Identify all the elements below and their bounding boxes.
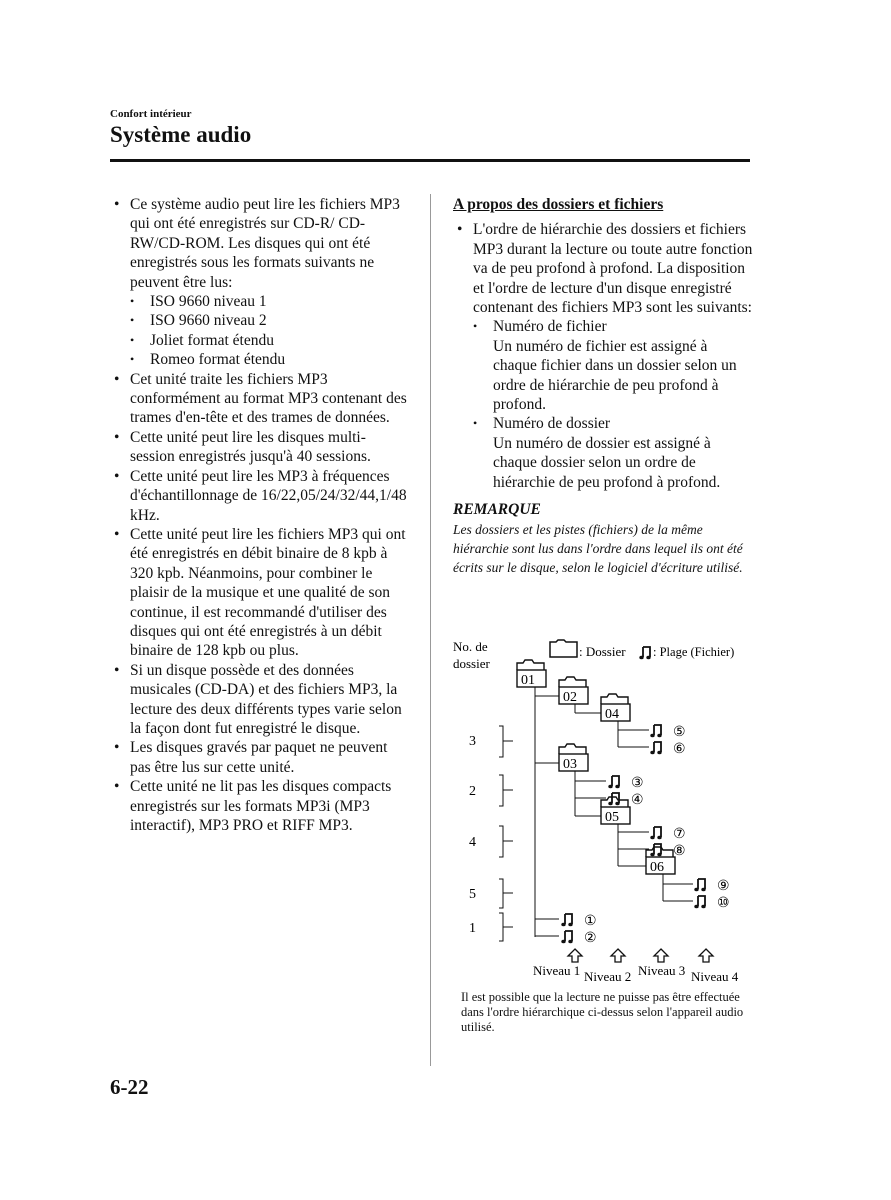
header-rule — [110, 159, 750, 162]
music-note-icon — [650, 725, 661, 737]
music-note-icon — [639, 647, 650, 659]
bullet-item: • Cette unité peut lire les MP3 à fréquences d'échantillonnage de 16/22,05/24/32/44,1/48 kHz. — [110, 467, 410, 525]
music-note-icon — [694, 879, 705, 891]
bullet-item: • Les disques gravés par paquet ne peuvent pas être lus sur cette unité. — [110, 738, 410, 777]
folder-number: 3 — [469, 734, 476, 749]
legend-folder: : Dossier — [579, 644, 626, 659]
folder-02-label: 02 — [563, 690, 577, 705]
level-label: Niveau 3 — [638, 963, 686, 978]
level-arrow-icon — [611, 949, 625, 962]
folder-number: 5 — [469, 887, 476, 902]
folder-04-label: 04 — [605, 707, 619, 722]
level-arrow-icon — [699, 949, 713, 962]
folder-02-tab — [559, 677, 586, 687]
folder-brackets — [499, 726, 513, 941]
level-arrow-icon — [654, 949, 668, 962]
note-title: REMARQUE — [453, 501, 541, 519]
folder-01-tab — [517, 660, 544, 670]
music-note-icon — [650, 827, 661, 839]
sub-bullet-item: • ISO 9660 niveau 1 — [130, 292, 410, 311]
section-label: Confort intérieur — [110, 108, 192, 120]
sub-bullet-title: • Numéro de dossier — [493, 415, 611, 433]
bullet-item: • Cette unité peut lire les disques multi-session enregistrés jusqu'à 40 sessions. — [110, 428, 410, 467]
file-number: ④ — [631, 793, 644, 808]
bullet-item — [110, 195, 410, 370]
music-note-icon — [650, 742, 661, 754]
folder-04-tab — [601, 694, 628, 704]
page-number: 6-22 — [110, 1075, 149, 1099]
file-number: ⑩ — [717, 896, 730, 911]
page-title: Système audio — [110, 122, 252, 147]
folder-number-label: No. de — [453, 639, 488, 654]
folder-number-label: dossier — [453, 656, 490, 671]
bullet-item: • Cet unité traite les fichiers MP3 conformément au format MP3 contenant des trames d'en-tête et des trames de données. — [110, 370, 410, 428]
right-column — [453, 195, 753, 578]
file-number: ⑦ — [673, 827, 686, 842]
file-number: ① — [584, 914, 597, 929]
legend-file: : Plage (Fichier) — [653, 645, 735, 659]
folder-number: 1 — [469, 921, 476, 936]
level-arrow-icon — [568, 949, 582, 962]
file-number: ⑥ — [673, 742, 686, 757]
level-label: Niveau 1 — [533, 963, 581, 978]
music-note-icon — [561, 914, 572, 926]
note-body: Les dossiers et les pistes (fichiers) de la même hiérarchie sont lus dans l'ordre dans lequel ils ont été écrits sur le disque, selon le logiciel d'écriture utilisé. — [453, 521, 743, 576]
left-column — [110, 195, 410, 835]
bullet-text: Ce système audio peut lire les fichiers MP3 qui ont été enregistrés sur CD-R/ CD-RW/CD-ROM. Les disques qui ont été enregistrés sous les formats suivants ne peuvent être lus: — [130, 196, 400, 291]
bullet-text: L'ordre de hiérarchie des dossiers et fichiers MP3 durant la lecture ou toute autre fonction va de peu profond à profond. La disposition et l'ordre de lecture d'un disque enregistré contenant des fichiers MP3 sont les suivants: — [473, 221, 753, 317]
bullet-item: • Cette unité peut lire les fichiers MP3 qui ont été enregistrés en débit binaire de 8 kpb à 320 kpb. Néanmoins, pour combiner le plaisir de la musique et une qualité de son continue, il est recommandé d'utiliser des disques qui ont été enregistrés à un débit binaire de 128 kpb ou plus. — [110, 525, 410, 661]
folder-number: 4 — [469, 835, 476, 850]
sub-bullet-item: • Joliet format étendu — [130, 331, 410, 350]
folder-05-label: 05 — [605, 810, 619, 825]
music-note-icon — [694, 896, 705, 908]
section-heading: A propos des dossiers et fichiers — [453, 196, 664, 213]
file-number: ⑤ — [673, 725, 686, 740]
sub-bullet-item: • ISO 9660 niveau 2 — [130, 311, 410, 330]
bullet-item — [453, 220, 753, 492]
sub-bullet-text: Un numéro de fichier est assigné à chaque fichier dans un dossier selon un ordre de hiérarchie de peu profond à profond. — [493, 337, 737, 414]
folder-01-label: 01 — [521, 673, 535, 688]
file-number: ③ — [631, 776, 644, 791]
bullet-item: • Cette unité ne lit pas les disques compacts enregistrés sur les formats MP3i (MP3 interactif), MP3 PRO et RIFF MP3. — [110, 777, 410, 835]
music-note-icon — [561, 931, 572, 943]
folder-number: 2 — [469, 784, 476, 799]
bullet-item: • Si un disque possède et des données musicales (CD-DA) et des fichiers MP3, la lecture des deux différents types varie selon la façon dont fut enregistré le disque. — [110, 661, 410, 739]
file-number: ⑨ — [717, 879, 730, 894]
sub-bullet-item — [473, 414, 753, 492]
level-label: Niveau 4 — [691, 969, 739, 984]
level-label: Niveau 2 — [584, 969, 632, 984]
file-number: ⑧ — [673, 844, 686, 859]
column-divider — [430, 194, 431, 1066]
music-note-icon — [608, 776, 619, 788]
diagram-caption: Il est possible que la lecture ne puisse pas être effectuée dans l'ordre hiérarchique ci-dessus selon l'appareil audio utilisé. — [461, 990, 744, 1034]
sub-bullet-text: Un numéro de dossier est assigné à chaque dossier selon un ordre de hiérarchie de peu profond à profond. — [493, 434, 721, 491]
sub-bullet-item: • Romeo format étendu — [130, 350, 410, 369]
folder-hierarchy-diagram — [450, 630, 755, 990]
folder-03-tab — [559, 744, 586, 754]
file-number: ② — [584, 931, 597, 946]
folder-03-label: 03 — [563, 757, 577, 772]
sub-bullet-item — [473, 317, 753, 414]
sub-bullet-title: • Numéro de fichier — [493, 318, 607, 336]
folder-06-label: 06 — [650, 860, 664, 875]
folder-icon — [550, 640, 577, 657]
